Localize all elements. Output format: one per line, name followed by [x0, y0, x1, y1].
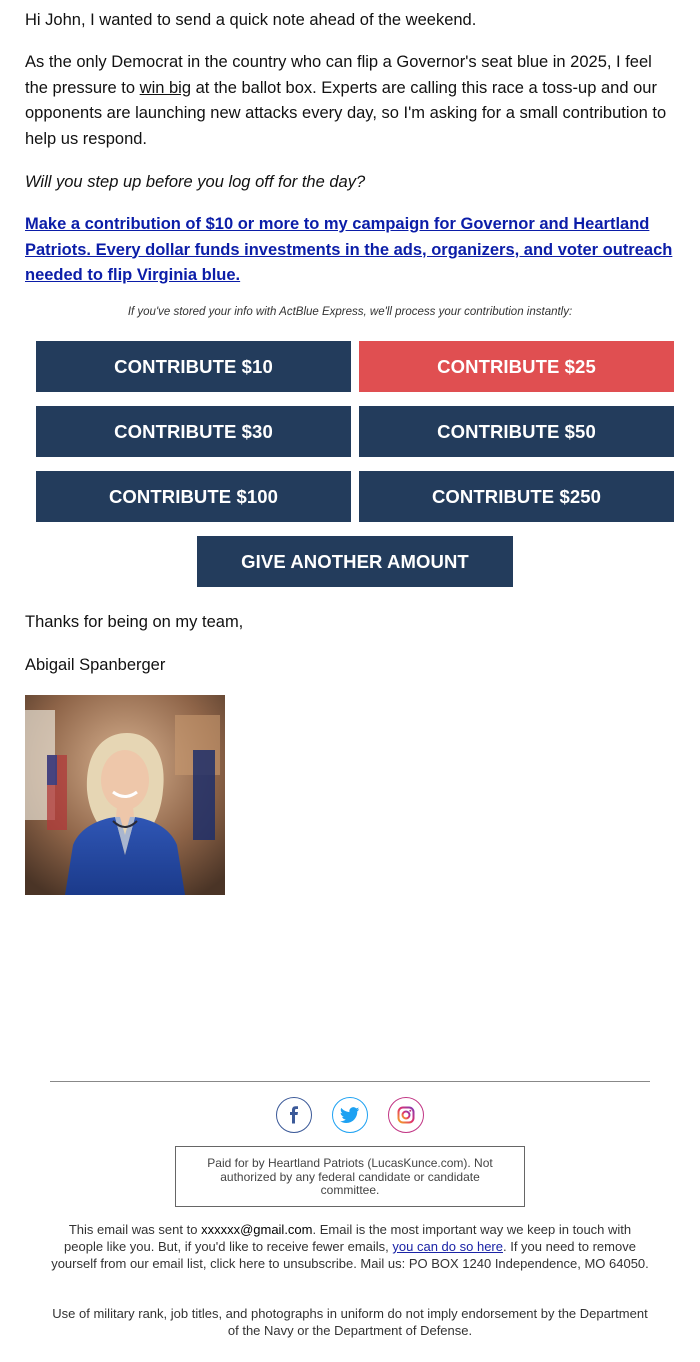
contribute-link[interactable]: Make a contribution of $10 or more to my campaign for Governor and Heartland Patriots. Every dollar funds investments in the ads, organizers, and voter outreach needed to flip Virginia blue. [25, 215, 673, 284]
contribute-25-button[interactable]: CONTRIBUTE $25 [359, 341, 674, 392]
footer-text-1: This email was sent to [68, 1222, 202, 1237]
candidate-photo [25, 695, 225, 895]
fewer-emails-link[interactable]: you can do so here [392, 1239, 503, 1254]
ask-text: Will you step up before you log off for the day? [25, 173, 366, 191]
footer-divider [50, 1081, 650, 1082]
signature-text: Abigail Spanberger [25, 656, 166, 674]
main-paragraph [25, 50, 675, 152]
twitter-icon[interactable] [332, 1097, 368, 1133]
footer-text-2: . Email is the most important way we keep in touch with people like you. But, if you'd like to receive fewer emails, [64, 1222, 632, 1254]
contribute-250-button[interactable]: CONTRIBUTE $250 [359, 471, 674, 522]
give-another-amount-button[interactable]: GIVE ANOTHER AMOUNT [197, 536, 513, 587]
facebook-icon[interactable] [276, 1097, 312, 1133]
main-paragraph-part2: at the ballot box. Experts are calling this race a toss-up and our opponents are launching new attacks every day, so I'm asking for a small contribution to help us respond. [25, 78, 667, 148]
main-paragraph-part1: As the only Democrat in the country who can flip a Governor's seat blue in 2025, I feel the pressure to [25, 53, 652, 97]
contribute-30-button[interactable]: CONTRIBUTE $30 [36, 406, 351, 457]
contribute-100-button[interactable]: CONTRIBUTE $100 [36, 471, 351, 522]
greeting-text: Hi John, I wanted to send a quick note ahead of the weekend. [25, 11, 477, 29]
win-big-text: win big [139, 78, 192, 97]
contribute-10-button[interactable]: CONTRIBUTE $10 [36, 341, 351, 392]
footer-text-3: . If you need to remove yourself from our email list, click here to unsubscribe. Mail us: PO BOX 1240 Independence, MO 64050. [51, 1239, 649, 1271]
contribute-50-button[interactable]: CONTRIBUTE $50 [359, 406, 674, 457]
military-disclaimer: Use of military rank, job titles, and photographs in uniform do not imply endorsement by the Department of the Navy or the Department of Defense. [52, 1306, 648, 1338]
footer-notice [50, 1221, 650, 1272]
instagram-icon[interactable] [388, 1097, 424, 1133]
actblue-express-note: If you've stored your info with ActBlue Express, we'll process your contribution instantly: [127, 306, 573, 318]
closing-text: Thanks for being on my team, [25, 613, 244, 631]
recipient-email: xxxxxx@gmail.com [201, 1222, 313, 1237]
paid-for-disclaimer: Paid for by Heartland Patriots (LucasKunce.com). Not authorized by any federal candidate or candidate committee. [175, 1146, 525, 1207]
